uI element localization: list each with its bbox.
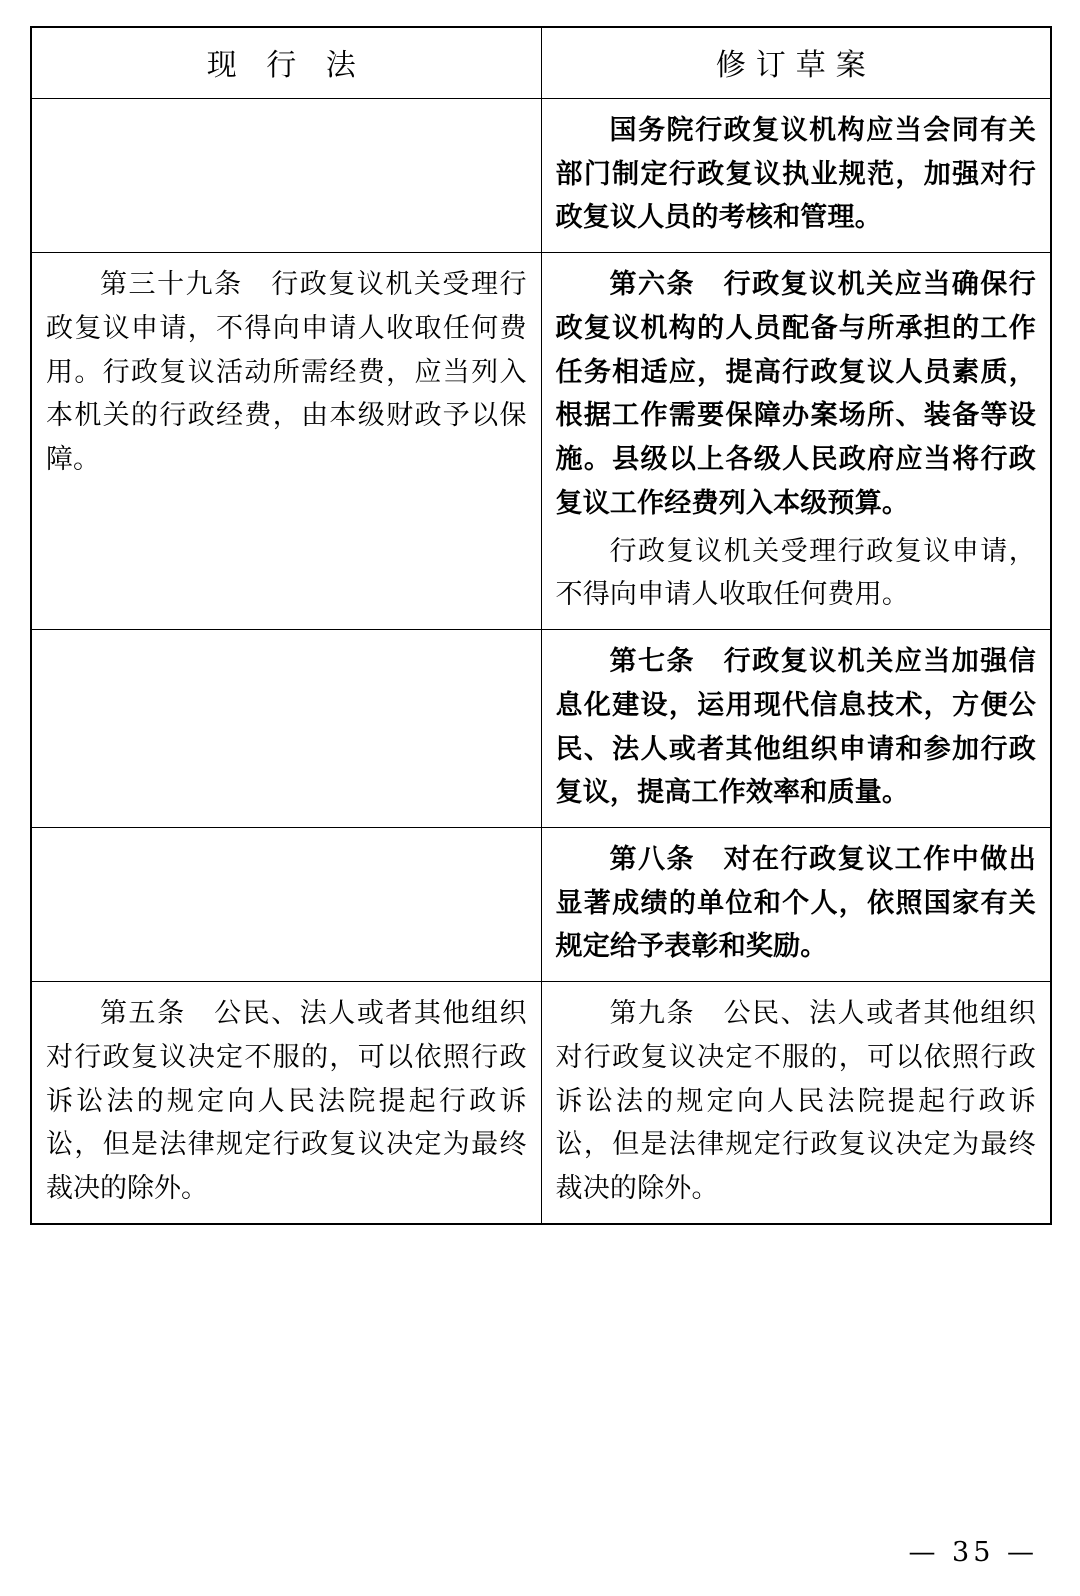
table-row xyxy=(31,253,1051,630)
table-row xyxy=(31,630,1051,828)
empty-cell-placeholder xyxy=(46,838,527,862)
table-header-row xyxy=(31,27,1051,99)
empty-cell-placeholder xyxy=(46,109,527,133)
column-header-revision-draft: 修订草案 xyxy=(541,27,1051,99)
cell-revision-draft xyxy=(541,828,1051,982)
cell-current-law xyxy=(31,828,541,982)
table-row xyxy=(31,982,1051,1224)
cell-current-law xyxy=(31,99,541,253)
table-row xyxy=(31,99,1051,253)
cell-revision-draft xyxy=(541,630,1051,828)
paragraph: 第三十九条 行政复议机关受理行政复议申请，不得向申请人收取任何费用。行政复议活动所需经费，应当列入本机关的行政经费，由本级财政予以保障。 xyxy=(46,269,527,476)
cell-current-law xyxy=(31,630,541,828)
comparison-table xyxy=(30,26,1052,1225)
cell-revision-draft xyxy=(541,99,1051,253)
paragraph: 国务院行政复议机构应当会同有关部门制定行政复议执业规范，加强对行政复议人员的考核和管理。 xyxy=(555,115,1036,234)
paragraph: 行政复议机关受理行政复议申请，不得向申请人收取任何费用。 xyxy=(555,535,1036,611)
column-header-current-law: 现 行 法 xyxy=(31,27,541,99)
empty-cell-placeholder xyxy=(46,640,527,664)
cell-revision-draft xyxy=(541,982,1051,1224)
paragraph: 第六条 行政复议机关应当确保行政复议机构的人员配备与所承担的工作任务相适应，提高行政复议人员素质，根据工作需要保障办案场所、装备等设施。县级以上各级人民政府应当将行政复议工作经费列入本级预算。 xyxy=(555,269,1036,519)
paragraph: 第八条 对在行政复议工作中做出显著成绩的单位和个人，依照国家有关规定给予表彰和奖励。 xyxy=(555,844,1036,963)
paragraph: 第九条 公民、法人或者其他组织对行政复议决定不服的，可以依照行政诉讼法的规定向人民法院提起行政诉讼，但是法律规定行政复议决定为最终裁决的除外。 xyxy=(555,998,1036,1205)
page-number: — 35 — xyxy=(908,1537,1038,1568)
cell-current-law xyxy=(31,253,541,630)
cell-current-law xyxy=(31,982,541,1224)
cell-revision-draft xyxy=(541,253,1051,630)
table-row xyxy=(31,828,1051,982)
paragraph: 第五条 公民、法人或者其他组织对行政复议决定不服的，可以依照行政诉讼法的规定向人民法院提起行政诉讼，但是法律规定行政复议决定为最终裁决的除外。 xyxy=(46,998,527,1205)
paragraph: 第七条 行政复议机关应当加强信息化建设，运用现代信息技术，方便公民、法人或者其他组织申请和参加行政复议，提高工作效率和质量。 xyxy=(555,646,1036,809)
